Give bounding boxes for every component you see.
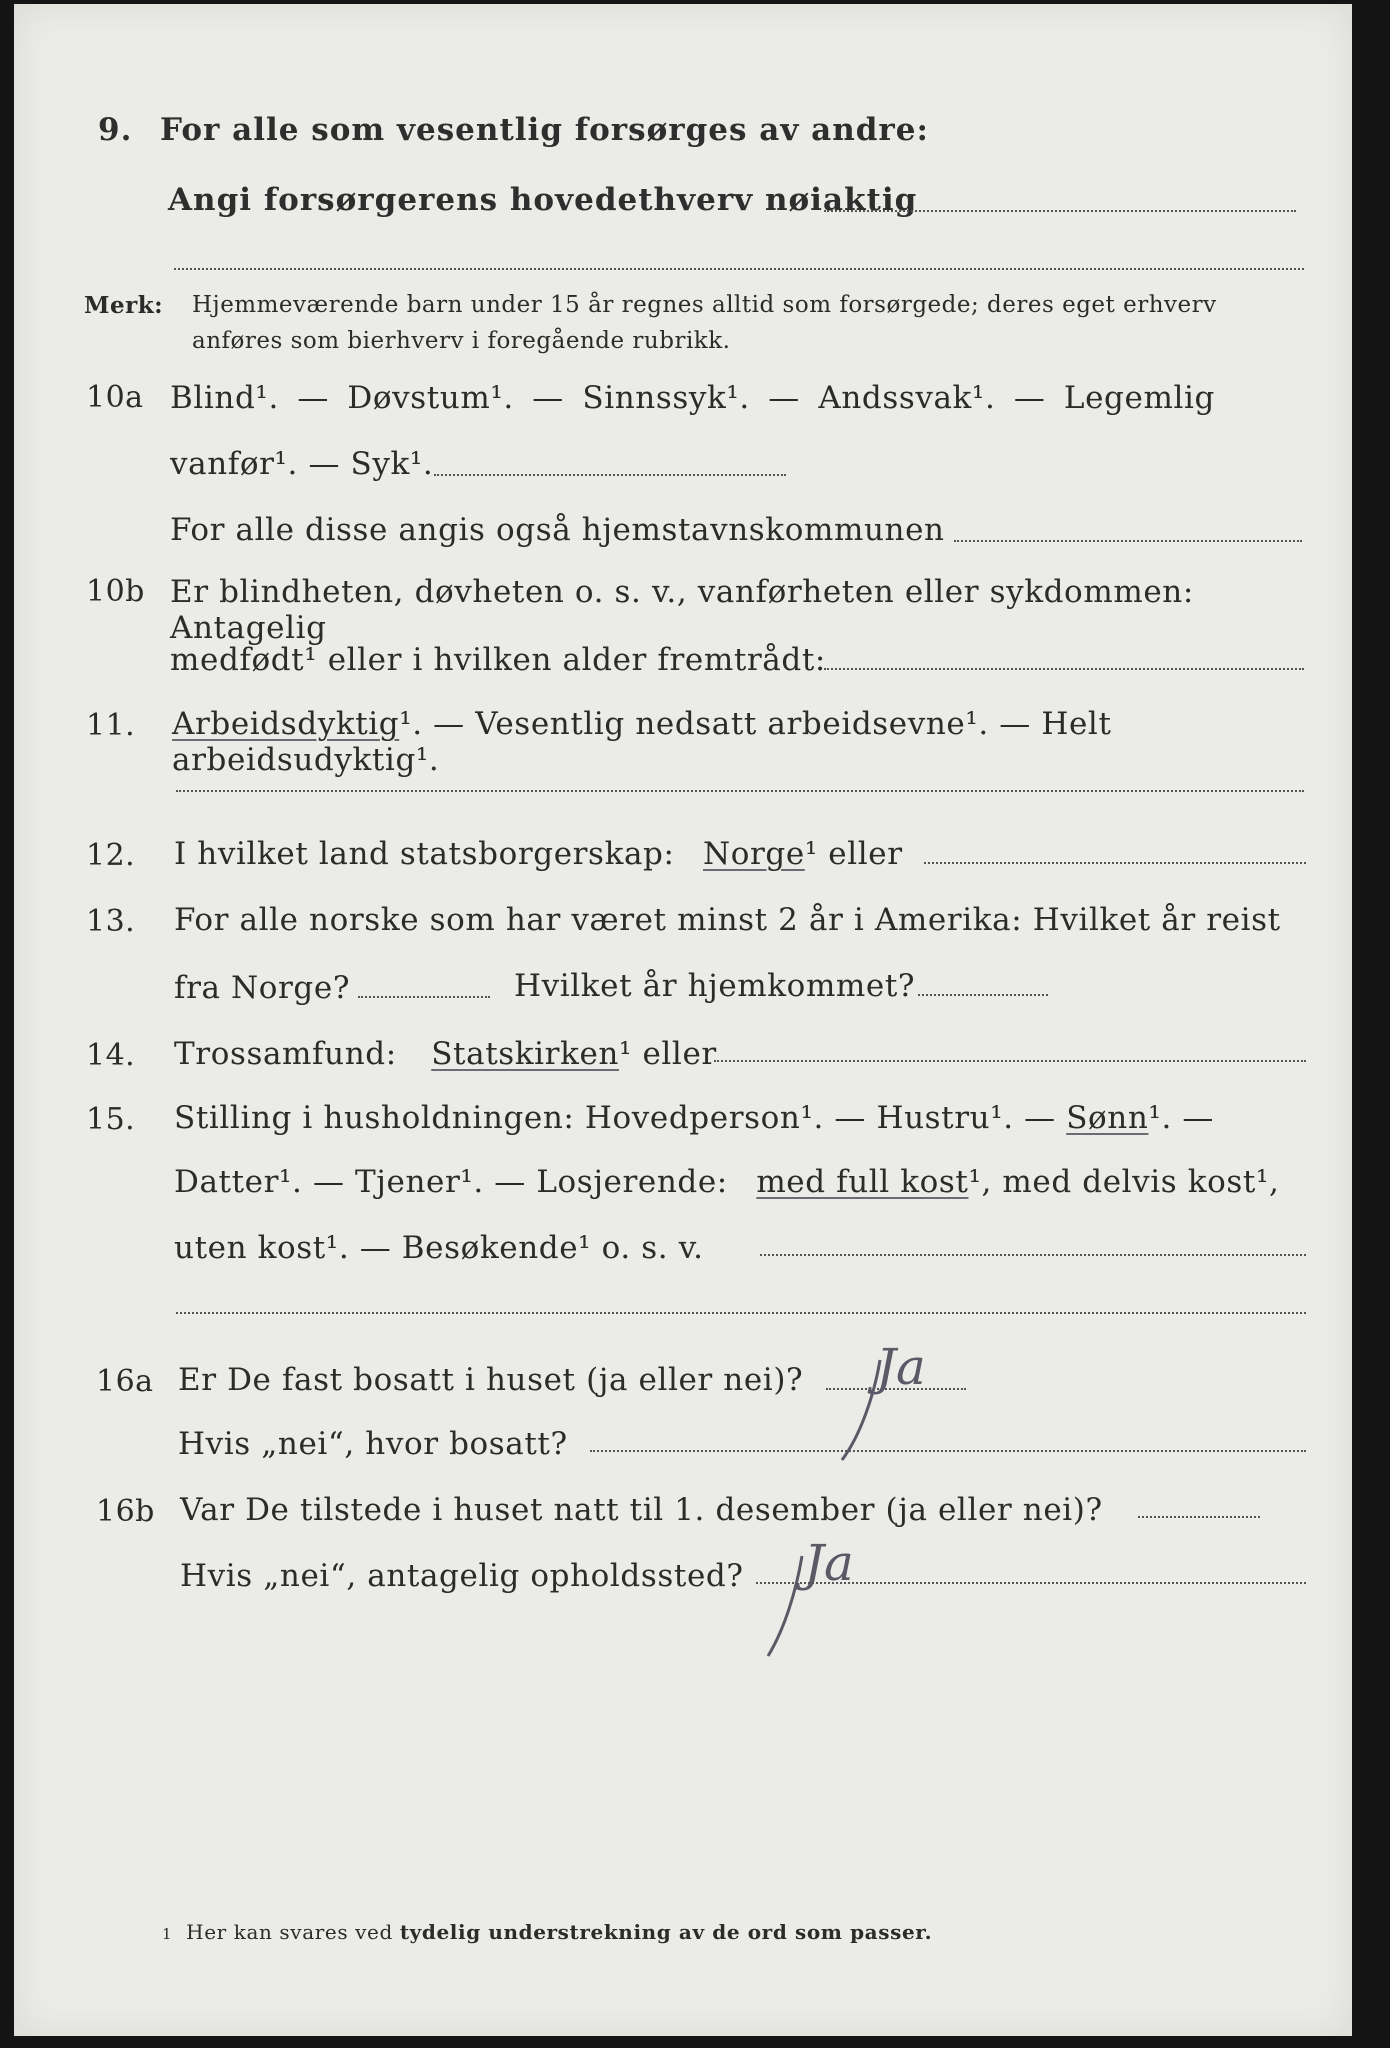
footnote: [162, 1920, 932, 1944]
q10b-line2: medfødt¹ eller i hvilken alder fremtrådt:: [170, 642, 826, 678]
q14-option-statskirken: Statskirken: [431, 1036, 619, 1072]
q15-line2: [174, 1164, 1279, 1200]
q16b-handwritten-answer: Ja: [804, 1534, 854, 1592]
q14-number: 14.: [86, 1038, 136, 1073]
q16b-answer-line: [1138, 1516, 1260, 1518]
q10a-number: 10a: [86, 380, 144, 415]
q14-post: ¹ eller: [618, 1036, 717, 1072]
q12-post: ¹ eller: [804, 836, 903, 872]
q13-line2b: Hvilket år hjemkommet?: [514, 968, 916, 1004]
q15-answer-line-2: [176, 1312, 1306, 1314]
q10a-answer-line: [434, 474, 786, 476]
merk-line1: Hjemmeværende barn under 15 år regnes alltid som forsørgede; deres eget erhverv: [192, 292, 1217, 318]
q13-number: 13.: [86, 904, 136, 939]
q13-line2a: fra Norge?: [174, 970, 351, 1006]
q10a-line3: For alle disse angis også hjemstavnskommunen: [170, 512, 945, 548]
q10a-line1: Blind¹. — Døvstum¹. — Sinnssyk¹. — Andssvak¹. — Legemlig: [170, 380, 1215, 416]
q9-line1: For alle som vesentlig forsørges av andre:: [160, 112, 929, 148]
q16b-line2: Hvis „nei“, antagelig opholdssted?: [180, 1558, 744, 1594]
q10b-answer-line: [824, 668, 1304, 670]
q16a-number: 16a: [96, 1364, 154, 1399]
q15-line3: uten kost¹. — Besøkende¹ o. s. v.: [174, 1230, 704, 1266]
q11-number: 11.: [86, 708, 136, 743]
census-form-page: [14, 4, 1352, 2036]
q16b-pen-stroke: [754, 1552, 814, 1662]
q9-line2: Angi forsørgerens hovedethverv nøiaktig: [168, 182, 918, 218]
q15-number: 15.: [86, 1102, 136, 1137]
q16a-line1: Er De fast bosatt i huset (ja eller nei)?: [178, 1362, 804, 1398]
q12-question: I hvilket land statsborgerskap:: [174, 836, 675, 872]
q15-line2-text: Datter¹. — Tjener¹. — Losjerende:: [174, 1164, 728, 1200]
merk-line2: anføres som bierhverv i foregående rubrikk.: [192, 328, 731, 354]
q12-line: [174, 836, 903, 872]
q15-line1-end: ¹. —: [1148, 1100, 1214, 1136]
q14-question: Trossamfund:: [174, 1036, 397, 1072]
q16a-line2: Hvis „nei“, hvor bosatt?: [178, 1426, 568, 1462]
q16b-number: 16b: [96, 1494, 155, 1529]
q13-departure-line: [358, 996, 490, 998]
q14-answer-line: [714, 1060, 1306, 1062]
q10a-hometown-line: [954, 540, 1302, 542]
q16b-location-line: [756, 1582, 1306, 1584]
q15-answer-line-1: [760, 1254, 1306, 1256]
q10a-line2: vanfør¹. — Syk¹.: [170, 446, 434, 482]
footnote-text: Her kan svares ved: [186, 1920, 393, 1944]
q12-option-norge: Norge: [703, 836, 805, 872]
q9-answer-line-1: [824, 210, 1296, 212]
q11-line: [172, 706, 1352, 778]
q14-line: [174, 1036, 717, 1072]
footnote-bold-text: tydelig understrekning av de ord som passer.: [399, 1920, 933, 1944]
q10b-line1: Er blindheten, døvheten o. s. v., vanførheten eller sykdommen: Antagelig: [170, 574, 1194, 646]
merk-label: Merk:: [84, 292, 164, 319]
q10b-number: 10b: [86, 574, 145, 609]
q15-option-sonn: Sønn: [1066, 1100, 1149, 1136]
q11-rest: ¹. — Vesentlig nedsatt arbeidsevne¹. — Helt arbeidsudyktig¹.: [172, 706, 1112, 778]
q15-option-full-kost: med full kost: [756, 1164, 969, 1200]
q12-number: 12.: [86, 838, 136, 873]
q16a-handwritten-answer: Ja: [876, 1338, 926, 1396]
q11-answer-line: [176, 790, 1304, 792]
q13-return-line: [918, 994, 1048, 996]
q16b-line1: Var De tilstede i huset natt til 1. desember (ja eller nei)?: [180, 1492, 1103, 1528]
q9-number: 9.: [98, 112, 133, 148]
footnote-mark: 1: [162, 1925, 173, 1943]
q9-answer-line-2: [174, 268, 1304, 270]
q12-answer-line: [924, 862, 1306, 864]
q13-line1: For alle norske som har været minst 2 år i Amerika: Hvilket år reist: [174, 902, 1281, 938]
q16a-residence-line: [590, 1450, 1306, 1452]
q15-line1: [174, 1100, 1214, 1136]
q11-option-arbeidsdyktig: Arbeidsdyktig: [172, 706, 400, 742]
q15-line2-end: ¹, med delvis kost¹,: [968, 1164, 1280, 1200]
q15-line1-text: Stilling i husholdningen: Hovedperson¹. — Hustru¹. —: [174, 1100, 1056, 1136]
